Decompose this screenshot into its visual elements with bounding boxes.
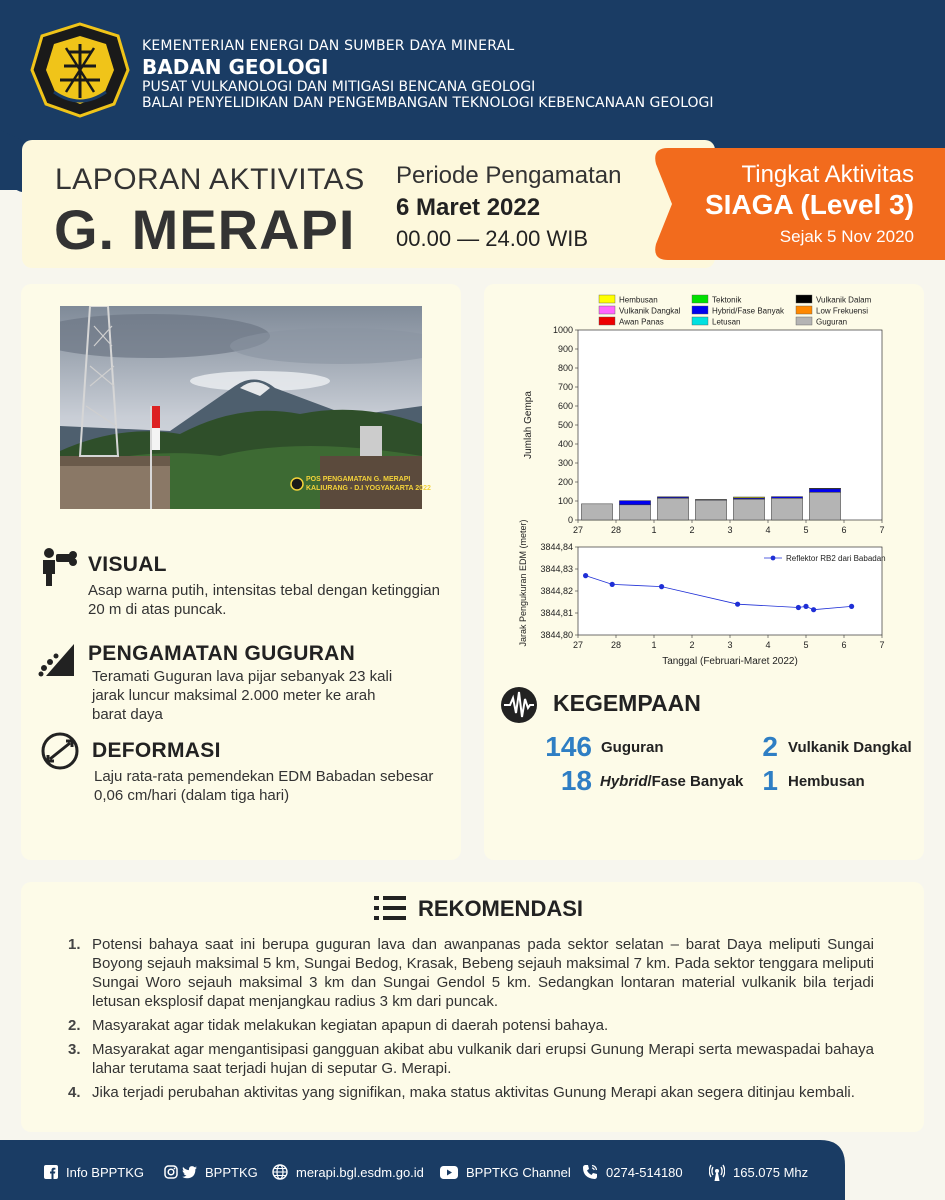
bar-xtick-label: 5 [803, 525, 809, 535]
line-xtick-label: 3 [727, 640, 733, 650]
period-label: Periode Pengamatan [396, 162, 622, 189]
bar-ytick-label: 1000 [552, 325, 573, 335]
visual-text: Asap warna putih, intensitas tebal dengan ketinggian 20 m di atas puncak. [88, 582, 440, 618]
twitter-icon [182, 1166, 197, 1179]
footer-social[interactable] [164, 1160, 258, 1184]
seismicity-heading: KEGEMPAAN [553, 690, 701, 716]
line-xtick-label: 28 [610, 640, 622, 650]
footer-facebook-label: Info BPPTKG [66, 1164, 145, 1180]
visual-heading: VISUAL [88, 553, 167, 577]
recommendation-item: 2. Masyarakat agar tidak melakukan kegiatan apapun di daerah potensi bahaya. [68, 1017, 609, 1034]
photo-caption [306, 475, 431, 493]
legend-swatch [692, 317, 708, 325]
bar-xtick-label: 27 [572, 525, 584, 535]
bar-ytick-label: 200 [557, 477, 573, 487]
legend-label: Hembusan [619, 295, 658, 305]
edm-data-point [735, 602, 740, 607]
legend-swatch [692, 295, 708, 303]
footer-radio[interactable] [709, 1160, 808, 1184]
activity-level-status: SIAGA (Level 3) [704, 189, 914, 220]
edm-data-point [583, 573, 588, 578]
bar-ytick-label: 800 [557, 363, 573, 373]
bar-segment [771, 498, 802, 520]
seismic-edm-chart [484, 284, 924, 684]
edm-line-chart [518, 519, 886, 667]
legend-label: Low Frekuensi [816, 306, 869, 316]
legend-label: Guguran [816, 317, 848, 327]
agency-name: BADAN GEOLOGI [142, 55, 329, 79]
count-hembusan: 1 [762, 765, 778, 796]
edm-data-point [659, 584, 664, 589]
line-xlabel: Tanggal (Februari-Maret 2022) [662, 656, 798, 667]
line-xtick-label: 1 [651, 640, 657, 650]
footer-website[interactable] [272, 1160, 424, 1184]
phone-icon [582, 1164, 598, 1180]
line-xtick-label: 7 [879, 640, 885, 650]
bar-segment [733, 497, 764, 498]
line-ytick-label: 3844,83 [540, 564, 573, 574]
bar-xtick-label: 7 [879, 525, 885, 535]
chart-legend [599, 295, 872, 327]
edm-data-point [811, 607, 816, 612]
count-hybrid: 18 [560, 765, 592, 796]
legend-label: Letusan [712, 317, 741, 327]
ministry-name: KEMENTERIAN ENERGI DAN SUMBER DAYA MINERAL [142, 38, 515, 54]
photo-caption-line2: KALIURANG - D.I YOGYAKARTA 2022 [306, 485, 431, 492]
legend-label: Tektonik [712, 295, 742, 305]
binoculars-person-icon [38, 546, 78, 586]
legend-label: Awan Panas [619, 317, 664, 327]
label-hybrid: Hybrid/Fase Banyak [600, 773, 744, 790]
recommendation-item: 1. Potensi bahaya saat ini berupa guguran lava dan awanpanas pada sektor selatan – barat Daya meliputi Sungai Boyong sejauh maksimal 5 km, Sungai Bedog, Krasak, Bebeng sejauh maksimal 7 km. Pada sektor tenggara meliputi Sungai Woro sejauh maksimal 3 km dan Sungai Gendol 5 km. Sedangkan lontaran material vulkanik bila terjadi letusan eksplosif dapat menjangkau radius 3 km dari puncak. [68, 936, 874, 1010]
seismic-bar-chart [523, 325, 885, 535]
edm-legend-marker [771, 556, 776, 561]
bar-segment [695, 500, 726, 520]
edm-data-point [796, 605, 801, 610]
volcano-name: G. MERAPI [54, 198, 356, 261]
bar-segment [809, 489, 840, 492]
legend-swatch [796, 317, 812, 325]
photo-caption-logo-icon [290, 477, 304, 491]
bar-xtick-label: 1 [651, 525, 657, 535]
footer-twitter-label: BPPTKG [205, 1164, 258, 1180]
count-vulkanik-dangkal: 2 [762, 731, 778, 762]
esdm-logo [30, 22, 130, 118]
bar-segment [733, 499, 764, 520]
activity-level-since: Sejak 5 Nov 2020 [779, 227, 914, 246]
globe-icon [272, 1164, 288, 1180]
line-ytick-label: 3844,84 [540, 542, 573, 552]
footer-contacts [0, 1160, 945, 1184]
facebook-icon [44, 1165, 58, 1179]
activity-level-label: Tingkat Aktivitas [741, 161, 914, 188]
period-date: 6 Maret 2022 [396, 194, 541, 221]
legend-swatch [796, 295, 812, 303]
count-guguran: 146 [545, 731, 592, 762]
youtube-icon [440, 1166, 458, 1179]
center-name: PUSAT VULKANOLOGI DAN MITIGASI BENCANA GEOLOGI [142, 79, 536, 95]
label-vulkanik-dangkal: Vulkanik Dangkal [788, 739, 912, 756]
recommendation-item: 3. Masyarakat agar mengantisipasi gangguan akibat abu vulkanik dari erupsi Gunung Merapi serta mewaspadai bahaya lahar terutama saat terjadi hujan di seputar G. Merapi. [68, 1041, 874, 1077]
line-ylabel: Jarak Pengukuran EDM (meter) [518, 519, 528, 647]
label-hembusan: Hembusan [788, 773, 865, 790]
bar-ytick-label: 400 [557, 439, 573, 449]
bar-ytick-label: 100 [557, 496, 573, 506]
legend-swatch [692, 306, 708, 314]
legend-swatch [796, 306, 812, 314]
legend-swatch [599, 295, 615, 303]
period-time: 00.00 — 24.00 WIB [396, 226, 588, 251]
list-icon [374, 895, 406, 921]
rockfall-icon [38, 638, 78, 678]
bar-xtick-label: 3 [727, 525, 733, 535]
rockfall-text: Teramati Guguran lava pijar sebanyak 23 kali jarak luncur maksimal 2.000 meter ke arah barat daya [92, 668, 393, 723]
bar-ytick-label: 900 [557, 344, 573, 354]
line-xtick-label: 27 [572, 640, 584, 650]
label-guguran: Guguran [601, 739, 664, 756]
bar-xtick-label: 28 [610, 525, 622, 535]
instagram-icon [164, 1165, 178, 1179]
bar-segment [657, 498, 688, 520]
header-text [142, 38, 714, 111]
line-xtick-label: 4 [765, 640, 771, 650]
edm-data-point [803, 604, 808, 609]
legend-swatch [599, 317, 615, 325]
edm-legend-label: Reflektor RB2 dari Babadan [786, 554, 886, 563]
bar-segment [619, 501, 650, 505]
bar-ytick-label: 500 [557, 420, 573, 430]
bar-ytick-label: 700 [557, 382, 573, 392]
bar-segment [771, 497, 802, 499]
line-xtick-label: 5 [803, 640, 809, 650]
recommendation-heading: REKOMENDASI [418, 896, 584, 921]
line-xtick-label: 2 [689, 640, 695, 650]
recommendation-item: 4. Jika terjadi perubahan aktivitas yang signifikan, maka status aktivitas Gunung Merapi akan segera ditinjau kembali. [68, 1084, 855, 1101]
deformation-text: Laju rata-rata pemendekan EDM Babadan sebesar 0,06 cm/hari (dalam tiga hari) [94, 768, 434, 804]
edm-data-point [849, 604, 854, 609]
report-title: LAPORAN AKTIVITAS [55, 163, 365, 196]
bar-segment [581, 504, 612, 520]
recommendation-list [62, 935, 874, 1107]
legend-swatch [599, 306, 615, 314]
footer-phone[interactable] [582, 1160, 683, 1184]
line-ytick-label: 3844,81 [540, 608, 573, 618]
edm-data-point [610, 582, 615, 587]
deformation-icon [40, 731, 80, 771]
rockfall-heading: PENGAMATAN GUGURAN [88, 642, 355, 666]
bar-segment [619, 505, 650, 520]
bar-xtick-label: 2 [689, 525, 695, 535]
bar-ytick-label: 300 [557, 458, 573, 468]
footer-radio-label: 165.075 Mhz [733, 1164, 809, 1180]
legend-label: Vulkanik Dalam [816, 295, 872, 305]
legend-label: Vulkanik Dangkal [619, 306, 681, 316]
footer-youtube[interactable] [440, 1160, 571, 1184]
legend-label: Hybrid/Fase Banyak [712, 306, 785, 316]
line-xtick-label: 6 [841, 640, 847, 650]
footer-phone-label: 0274-514180 [606, 1164, 683, 1180]
line-ytick-label: 3844,82 [540, 586, 573, 596]
footer-youtube-label: BPPTKG Channel [466, 1164, 571, 1180]
photo-caption-line1: POS PENGAMATAN G. MERAPI [306, 476, 411, 483]
bar-ylabel: Jumlah Gempa [523, 391, 534, 459]
bar-xtick-label: 6 [841, 525, 847, 535]
deformation-heading: DEFORMASI [92, 739, 221, 763]
bar-xtick-label: 4 [765, 525, 771, 535]
seismograph-icon [500, 686, 538, 724]
bar-segment [809, 492, 840, 520]
footer-facebook[interactable] [44, 1160, 144, 1184]
radio-antenna-icon [709, 1164, 725, 1181]
bar-ytick-label: 600 [557, 401, 573, 411]
footer-web-label: merapi.bgl.esdm.go.id [296, 1164, 424, 1180]
line-ytick-label: 3844,80 [540, 630, 573, 640]
institute-name: BALAI PENYELIDIKAN DAN PENGEMBANGAN TEKNOLOGI KEBENCANAAN GEOLOGI [142, 95, 714, 111]
bar-ytick-label: 0 [567, 515, 573, 525]
